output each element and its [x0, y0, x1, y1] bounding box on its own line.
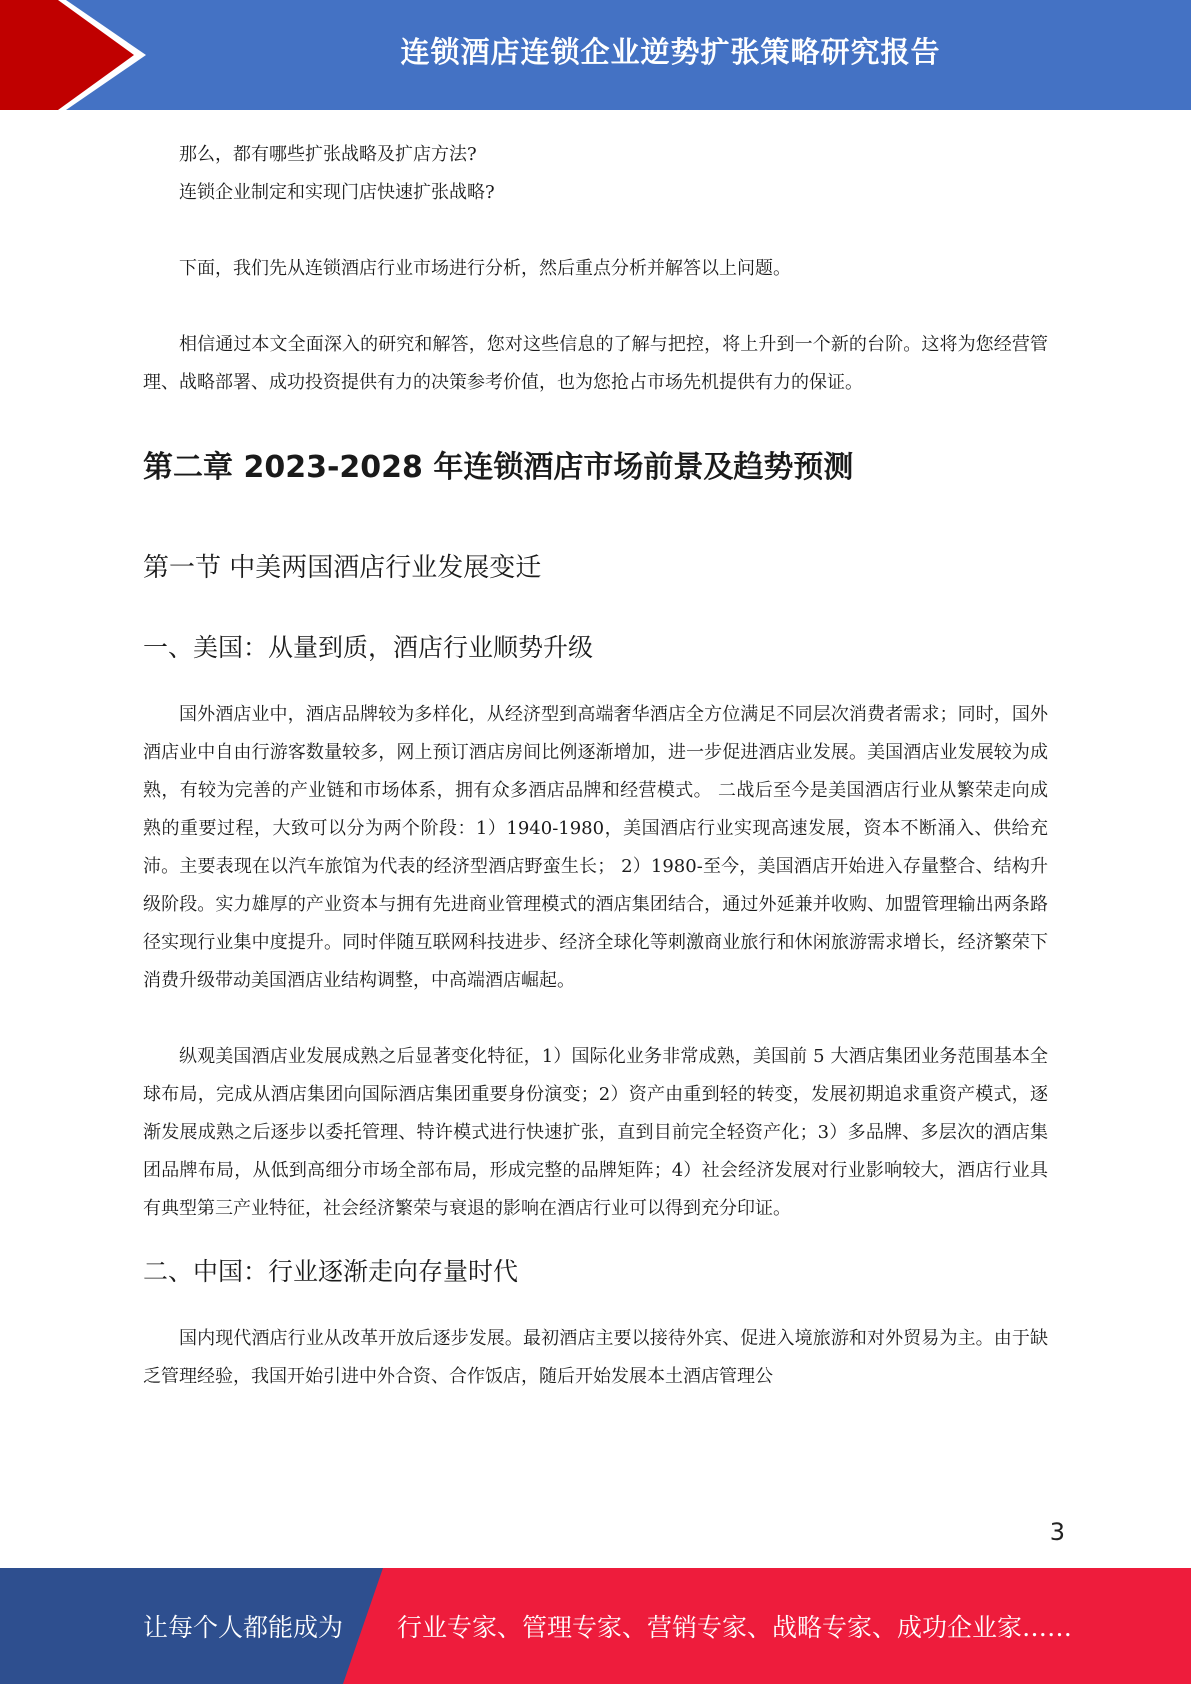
intro-paragraph-2: 相信通过本文全面深入的研究和解答，您对这些信息的了解与把控，将上升到一个新的台阶。这将为您经营管理、战略部署、成功投资提供有力的决策参考价值，也为您抢占市场先机提供有力的保证。 — [143, 334, 1048, 393]
page-footer — [0, 1568, 1191, 1684]
subsection-title-china: 二、中国：行业逐渐走向存量时代 — [143, 1257, 519, 1286]
subsection-title-usa: 一、美国：从量到质，酒店行业顺势升级 — [143, 633, 594, 662]
intro-question-1: 那么，都有哪些扩张战略及扩店方法? — [179, 144, 477, 165]
usa-paragraph-2: 纵观美国酒店业发展成熟之后显著变化特征，1）国际化业务非常成熟，美国前 5 大酒店集团业务范围基本全球布局，完成从酒店集团向国际酒店集团重要身份演变；2）资产由重到轻的转变，发展初期追求重资产模式，逐渐发展成熟之后逐步以委托管理、特许模式进行快速扩张，直到目前完全轻资产化；3）多品牌、多层次的酒店集团品牌布局，从低到高细分市场全部布局，形成完整的品牌矩阵；4）社会经济发展对行业影响较大，酒店行业具有典型第三产业特征，社会经济繁荣与衰退的影响在酒店行业可以得到充分印证。 — [143, 1046, 1048, 1219]
usa-paragraph-1: 国外酒店业中，酒店品牌较为多样化，从经济型到高端奢华酒店全方位满足不同层次消费者需求；同时，国外酒店业中自由行游客数量较多，网上预订酒店房间比例逐渐增加，进一步促进酒店业发展。美国酒店业发展较为成熟，有较为完善的产业链和市场体系，拥有众多酒店品牌和经营模式。 二战后至今是美国酒店行业从繁荣走向成熟的重要过程，大致可以分为两个阶段：1）1940-1980，美国酒店行业实现高速发展，资本不断涌入、供给充沛。主要表现在以汽车旅馆为代表的经济型酒店野蛮生长； 2）1980-至今，美国酒店开始进入存量整合、结构升级阶段。实力雄厚的产业资本与拥有先进商业管理模式的酒店集团结合，通过外延兼并收购、加盟管理输出两条路径实现行业集中度提升。同时伴随互联网科技进步、经济全球化等刺激商业旅行和休闲旅游需求增长，经济繁荣下消费升级带动美国酒店业结构调整，中高端酒店崛起。 — [143, 704, 1048, 991]
page-header — [0, 0, 1191, 110]
header-arrow-decoration — [0, 0, 160, 110]
intro-paragraph-1: 下面，我们先从连锁酒店行业市场进行分析，然后重点分析并解答以上问题。 — [179, 258, 791, 279]
footer-slogan-left: 让每个人都能成为 — [143, 1613, 344, 1642]
section-title: 第一节 中美两国酒店行业发展变迁 — [143, 553, 542, 583]
page-number: 3 — [1049, 1518, 1065, 1546]
intro-question-2: 连锁企业制定和实现门店快速扩张战略? — [179, 182, 495, 203]
footer-slogan-right: 行业专家、管理专家、营销专家、战略专家、成功企业家…… — [397, 1613, 1073, 1642]
chapter-title: 第二章 2023-2028 年连锁酒店市场前景及趋势预测 — [143, 450, 854, 485]
china-paragraph-1: 国内现代酒店行业从改革开放后逐步发展。最初酒店主要以接待外宾、促进入境旅游和对外贸易为主。由于缺乏管理经验，我国开始引进中外合资、合作饭店，随后开始发展本土酒店管理公 — [143, 1328, 1048, 1387]
header-title: 连锁酒店连锁企业逆势扩张策略研究报告 — [400, 34, 941, 69]
document-body — [143, 136, 1048, 1396]
